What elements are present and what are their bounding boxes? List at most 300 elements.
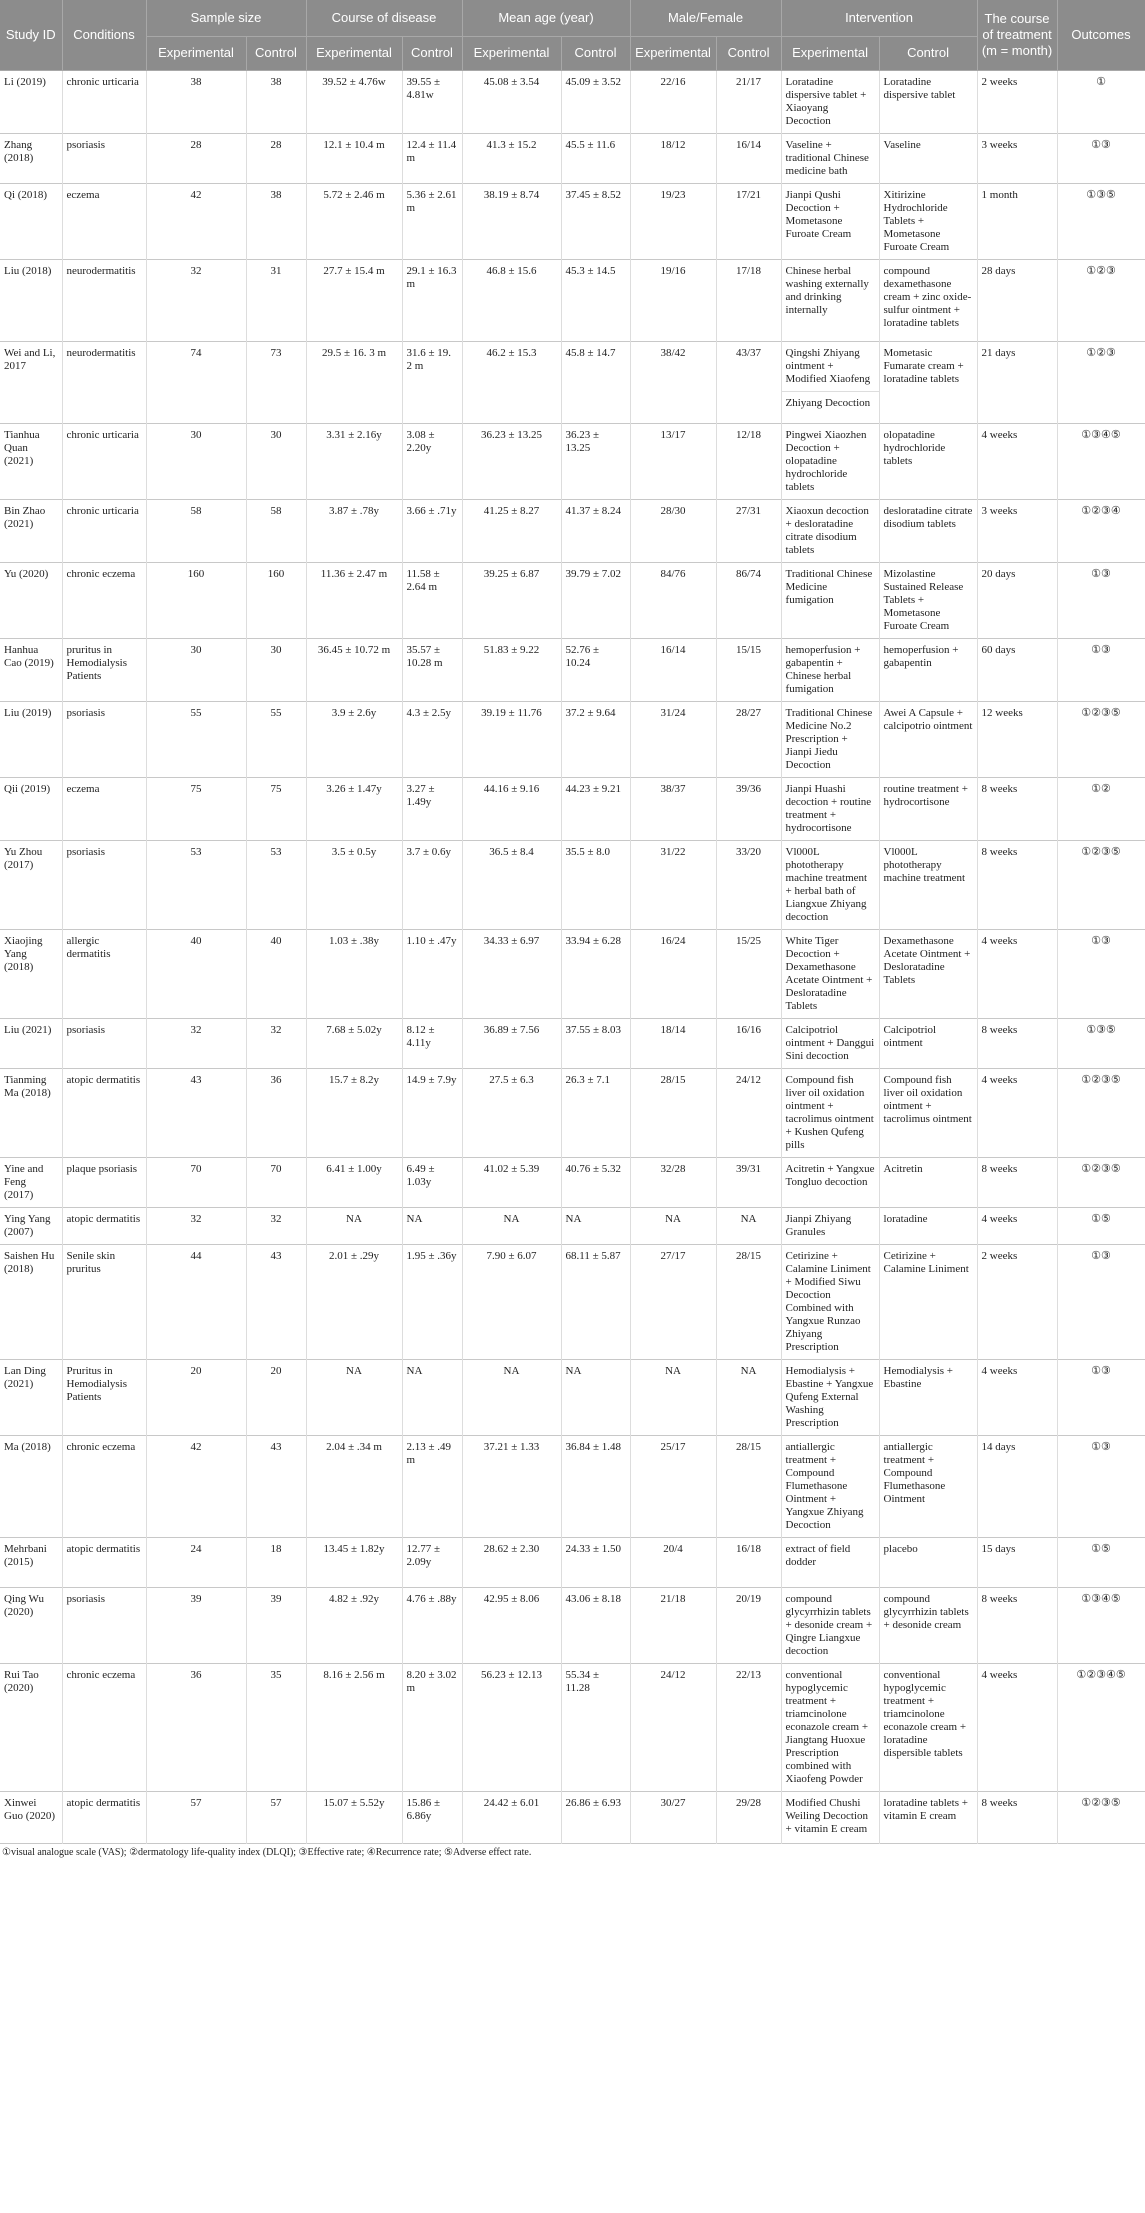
sample-size-experimental-cell: 42 <box>146 183 246 259</box>
header-mean-age: Mean age (year) <box>462 0 630 36</box>
course-experimental-cell: 4.82 ± .92y <box>306 1587 402 1663</box>
sample-size-control-cell: 70 <box>246 1157 306 1207</box>
course-control-cell: 3.66 ± .71y <box>402 499 462 562</box>
intervention-control-cell: Mizolastine Sustained Release Tablets + Mometasone Furoate Cream <box>879 562 977 638</box>
intervention-experimental-cell: Compound fish liver oil oxidation ointment + tacrolimus ointment + Kushen Qufeng pills <box>781 1068 879 1157</box>
sex-experimental-cell: 28/15 <box>630 1068 716 1157</box>
course-control-cell: 4.76 ± .88y <box>402 1587 462 1663</box>
outcomes-cell: ①②③⑤ <box>1057 701 1145 777</box>
sample-size-experimental-cell: 36 <box>146 1663 246 1791</box>
table-row <box>0 341 1145 391</box>
age-experimental-cell: 42.95 ± 8.06 <box>462 1587 561 1663</box>
sample-size-experimental-cell: 32 <box>146 1018 246 1068</box>
table-row <box>0 840 1145 929</box>
sample-size-control-cell: 35 <box>246 1663 306 1791</box>
sample-size-control-cell: 57 <box>246 1791 306 1843</box>
header-sample-size-experimental: Experimental <box>146 36 246 70</box>
sex-control-cell: 28/15 <box>716 1435 781 1537</box>
header-course-control: Control <box>402 36 462 70</box>
sex-experimental-cell: 25/17 <box>630 1435 716 1537</box>
age-experimental-cell: 34.33 ± 6.97 <box>462 929 561 1018</box>
table-row <box>0 777 1145 840</box>
sex-control-cell: 28/15 <box>716 1244 781 1359</box>
sex-control-cell: NA <box>716 1359 781 1435</box>
intervention-control-cell: antiallergic treatment + Compound Flumethasone Ointment <box>879 1435 977 1537</box>
sex-control-cell: 16/14 <box>716 133 781 183</box>
header-sample-size-control: Control <box>246 36 306 70</box>
outcomes-cell: ①③ <box>1057 562 1145 638</box>
intervention-control-cell: Awei A Capsule + calcipotrio ointment <box>879 701 977 777</box>
course-control-cell: 4.3 ± 2.5y <box>402 701 462 777</box>
age-control-cell: 24.33 ± 1.50 <box>561 1537 630 1587</box>
course-control-cell: 3.27 ± 1.49y <box>402 777 462 840</box>
course-control-cell: 15.86 ± 6.86y <box>402 1791 462 1843</box>
course-control-cell: 11.58 ± 2.64 m <box>402 562 462 638</box>
age-experimental-cell: 36.23 ± 13.25 <box>462 423 561 499</box>
course-of-treatment-cell: 8 weeks <box>977 840 1057 929</box>
table-row <box>0 1068 1145 1157</box>
age-control-cell: 43.06 ± 8.18 <box>561 1587 630 1663</box>
age-control-cell: 44.23 ± 9.21 <box>561 777 630 840</box>
course-experimental-cell: 3.31 ± 2.16y <box>306 423 402 499</box>
intervention-experimental-cell: Qingshi Zhiyang ointment + Modified Xiaofeng <box>781 341 879 391</box>
course-experimental-cell: 1.03 ± .38y <box>306 929 402 1018</box>
sex-control-cell: 39/36 <box>716 777 781 840</box>
sample-size-experimental-cell: 32 <box>146 259 246 341</box>
sex-control-cell: 15/15 <box>716 638 781 701</box>
age-experimental-cell: 46.8 ± 15.6 <box>462 259 561 341</box>
course-of-treatment-cell: 8 weeks <box>977 1018 1057 1068</box>
course-experimental-cell: 2.04 ± .34 m <box>306 1435 402 1537</box>
sample-size-control-cell: 38 <box>246 70 306 133</box>
outcomes-cell: ①③ <box>1057 1359 1145 1435</box>
course-control-cell: 39.55 ± 4.81w <box>402 70 462 133</box>
intervention-control-cell: conventional hypoglycemic treatment + triamcinolone econazole cream + loratadine dispersible tablets <box>879 1663 977 1791</box>
sample-size-control-cell: 32 <box>246 1207 306 1244</box>
course-control-cell: 1.10 ± .47y <box>402 929 462 1018</box>
outcomes-cell: ①③ <box>1057 929 1145 1018</box>
age-control-cell: 36.23 ± 13.25 <box>561 423 630 499</box>
condition-cell: psoriasis <box>62 1587 146 1663</box>
table-row <box>0 1663 1145 1791</box>
header-age-control: Control <box>561 36 630 70</box>
header-male-female: Male/Female <box>630 0 781 36</box>
course-of-treatment-cell: 4 weeks <box>977 1068 1057 1157</box>
age-experimental-cell: 39.19 ± 11.76 <box>462 701 561 777</box>
course-control-cell: 2.13 ± .49 m <box>402 1435 462 1537</box>
course-of-treatment-cell: 8 weeks <box>977 1587 1057 1663</box>
sex-experimental-cell: 16/14 <box>630 638 716 701</box>
sex-experimental-cell: 21/18 <box>630 1587 716 1663</box>
course-experimental-cell: 27.7 ± 15.4 m <box>306 259 402 341</box>
course-of-treatment-cell: 8 weeks <box>977 1157 1057 1207</box>
course-of-treatment-cell: 4 weeks <box>977 1359 1057 1435</box>
sample-size-control-cell: 28 <box>246 133 306 183</box>
course-of-treatment-cell: 12 weeks <box>977 701 1057 777</box>
age-control-cell: 37.55 ± 8.03 <box>561 1018 630 1068</box>
course-experimental-cell: 3.9 ± 2.6y <box>306 701 402 777</box>
course-control-cell: 31.6 ± 19. 2 m <box>402 341 462 423</box>
intervention-control-cell: placebo <box>879 1537 977 1587</box>
course-of-treatment-cell: 1 month <box>977 183 1057 259</box>
intervention-experimental-cell: Pingwei Xiaozhen Decoction + olopatadine hydrochloride tablets <box>781 423 879 499</box>
sex-control-cell: 21/17 <box>716 70 781 133</box>
intervention-control-cell: routine treatment + hydrocortisone <box>879 777 977 840</box>
sex-control-cell: NA <box>716 1207 781 1244</box>
age-control-cell: 36.84 ± 1.48 <box>561 1435 630 1537</box>
table-row <box>0 929 1145 1018</box>
outcomes-cell: ①⑤ <box>1057 1537 1145 1587</box>
age-experimental-cell: 28.62 ± 2.30 <box>462 1537 561 1587</box>
course-control-cell: NA <box>402 1359 462 1435</box>
sample-size-experimental-cell: 38 <box>146 70 246 133</box>
outcomes-cell: ①②③ <box>1057 259 1145 341</box>
condition-cell: atopic dermatitis <box>62 1068 146 1157</box>
course-experimental-cell: 8.16 ± 2.56 m <box>306 1663 402 1791</box>
outcomes-cell: ①③ <box>1057 133 1145 183</box>
sex-control-cell: 33/20 <box>716 840 781 929</box>
study-id-cell: Ma (2018) <box>0 1435 62 1537</box>
course-experimental-cell: 39.52 ± 4.76w <box>306 70 402 133</box>
intervention-control-cell: Loratadine dispersive tablet <box>879 70 977 133</box>
intervention-control-cell: compound glycyrrhizin tablets + desonide cream <box>879 1587 977 1663</box>
age-control-cell: 45.09 ± 3.52 <box>561 70 630 133</box>
age-experimental-cell: 41.02 ± 5.39 <box>462 1157 561 1207</box>
outcomes-cell: ①③④⑤ <box>1057 423 1145 499</box>
intervention-experimental-cell: Hemodialysis + Ebastine + Yangxue Qufeng External Washing Prescription <box>781 1359 879 1435</box>
intervention-experimental-cell: Jianpi Qushi Decoction + Mometasone Furoate Cream <box>781 183 879 259</box>
study-id-cell: Wei and Li, 2017 <box>0 341 62 423</box>
sex-control-cell: 86/74 <box>716 562 781 638</box>
sample-size-experimental-cell: 32 <box>146 1207 246 1244</box>
study-id-cell: Liu (2018) <box>0 259 62 341</box>
intervention-control-cell: Calcipotriol ointment <box>879 1018 977 1068</box>
study-id-cell: Yu (2020) <box>0 562 62 638</box>
sex-control-cell: 22/13 <box>716 1663 781 1791</box>
course-of-treatment-cell: 4 weeks <box>977 929 1057 1018</box>
course-control-cell: 3.08 ± 2.20y <box>402 423 462 499</box>
intervention-experimental-cell: White Tiger Decoction + Dexamethasone Acetate Ointment + Desloratadine Tablets <box>781 929 879 1018</box>
sample-size-control-cell: 39 <box>246 1587 306 1663</box>
outcomes-cell: ①②③⑤ <box>1057 1068 1145 1157</box>
study-id-cell: Hanhua Cao (2019) <box>0 638 62 701</box>
intervention-control-cell: hemoperfusion + gabapentin <box>879 638 977 701</box>
age-control-cell: 45.3 ± 14.5 <box>561 259 630 341</box>
study-id-cell: Mehrbani (2015) <box>0 1537 62 1587</box>
table-footnote: ①visual analogue scale (VAS); ②dermatology life-quality index (DLQI); ③Effective rate; ④Recurrence rate; ⑤Adverse effect rate. <box>0 1843 1145 1862</box>
intervention-control-cell: loratadine tablets + vitamin E cream <box>879 1791 977 1843</box>
outcomes-cell: ①③④⑤ <box>1057 1587 1145 1663</box>
sample-size-experimental-cell: 70 <box>146 1157 246 1207</box>
age-experimental-cell: 46.2 ± 15.3 <box>462 341 561 423</box>
intervention-control-cell: desloratadine citrate disodium tablets <box>879 499 977 562</box>
sample-size-control-cell: 43 <box>246 1435 306 1537</box>
sample-size-experimental-cell: 57 <box>146 1791 246 1843</box>
study-id-cell: Bin Zhao (2021) <box>0 499 62 562</box>
course-of-treatment-cell: 21 days <box>977 341 1057 423</box>
sex-experimental-cell: NA <box>630 1207 716 1244</box>
intervention-experimental-cell: Jianpi Zhiyang Granules <box>781 1207 879 1244</box>
sample-size-control-cell: 30 <box>246 638 306 701</box>
sample-size-experimental-cell: 42 <box>146 1435 246 1537</box>
sex-experimental-cell: 16/24 <box>630 929 716 1018</box>
sample-size-experimental-cell: 75 <box>146 777 246 840</box>
course-control-cell: 8.20 ± 3.02 m <box>402 1663 462 1791</box>
sample-size-experimental-cell: 24 <box>146 1537 246 1587</box>
sample-size-control-cell: 40 <box>246 929 306 1018</box>
table-header <box>0 0 1145 70</box>
course-experimental-cell: 12.1 ± 10.4 m <box>306 133 402 183</box>
table-row <box>0 423 1145 499</box>
sex-experimental-cell: 19/23 <box>630 183 716 259</box>
course-control-cell: 29.1 ± 16.3 m <box>402 259 462 341</box>
sample-size-control-cell: 55 <box>246 701 306 777</box>
outcomes-cell: ①②③④⑤ <box>1057 1663 1145 1791</box>
age-control-cell: 37.2 ± 9.64 <box>561 701 630 777</box>
course-control-cell: 14.9 ± 7.9y <box>402 1068 462 1157</box>
sample-size-experimental-cell: 58 <box>146 499 246 562</box>
sex-experimental-cell: 31/22 <box>630 840 716 929</box>
intervention-control-cell: Xitirizine Hydrochloride Tablets + Mometasone Furoate Cream <box>879 183 977 259</box>
intervention-control-cell: olopatadine hydrochloride tablets <box>879 423 977 499</box>
sex-experimental-cell: 24/12 <box>630 1663 716 1791</box>
course-of-treatment-cell: 14 days <box>977 1435 1057 1537</box>
course-of-treatment-cell: 4 weeks <box>977 1663 1057 1791</box>
intervention-experimental-cell: conventional hypoglycemic treatment + triamcinolone econazole cream + Jiangtang Huoxue Prescription combined with Xiaofeng Powder <box>781 1663 879 1791</box>
age-control-cell: 52.76 ± 10.24 <box>561 638 630 701</box>
course-experimental-cell: 15.07 ± 5.52y <box>306 1791 402 1843</box>
intervention-experimental-cell: antiallergic treatment + Compound Flumethasone Ointment + Yangxue Zhiyang Decoction <box>781 1435 879 1537</box>
intervention-experimental-cell-part: Zhiyang Decoction <box>781 391 879 423</box>
course-control-cell: 3.7 ± 0.6y <box>402 840 462 929</box>
condition-cell: pruritus in Hemodialysis Patients <box>62 638 146 701</box>
course-of-treatment-cell: 2 weeks <box>977 70 1057 133</box>
sex-experimental-cell: NA <box>630 1359 716 1435</box>
header-study-id: Study ID <box>0 0 62 70</box>
age-control-cell: 55.34 ± 11.28 <box>561 1663 630 1791</box>
age-experimental-cell: 44.16 ± 9.16 <box>462 777 561 840</box>
header-sex-experimental: Experimental <box>630 36 716 70</box>
age-control-cell: NA <box>561 1359 630 1435</box>
course-experimental-cell: 36.45 ± 10.72 m <box>306 638 402 701</box>
header-course-of-treatment: The course of treatment (m = month) <box>977 0 1057 70</box>
sex-experimental-cell: 22/16 <box>630 70 716 133</box>
course-experimental-cell: NA <box>306 1359 402 1435</box>
age-experimental-cell: 51.83 ± 9.22 <box>462 638 561 701</box>
condition-cell: psoriasis <box>62 133 146 183</box>
intervention-experimental-cell: Loratadine dispersive tablet + Xiaoyang Decoction <box>781 70 879 133</box>
course-experimental-cell: 7.68 ± 5.02y <box>306 1018 402 1068</box>
sample-size-control-cell: 30 <box>246 423 306 499</box>
table-row <box>0 638 1145 701</box>
table-body <box>0 70 1145 1843</box>
condition-cell: neurodermatitis <box>62 341 146 423</box>
course-experimental-cell: 2.01 ± .29y <box>306 1244 402 1359</box>
age-control-cell: 68.11 ± 5.87 <box>561 1244 630 1359</box>
age-experimental-cell: NA <box>462 1207 561 1244</box>
course-experimental-cell: 13.45 ± 1.82y <box>306 1537 402 1587</box>
header-course-of-disease: Course of disease <box>306 0 462 36</box>
course-experimental-cell: 6.41 ± 1.00y <box>306 1157 402 1207</box>
study-id-cell: Lan Ding (2021) <box>0 1359 62 1435</box>
intervention-control-cell: Vaseline <box>879 133 977 183</box>
outcomes-cell: ①③⑤ <box>1057 1018 1145 1068</box>
age-control-cell: NA <box>561 1207 630 1244</box>
sample-size-control-cell: 36 <box>246 1068 306 1157</box>
sample-size-experimental-cell: 55 <box>146 701 246 777</box>
age-experimental-cell: 24.42 ± 6.01 <box>462 1791 561 1843</box>
outcomes-cell: ①②③④ <box>1057 499 1145 562</box>
course-control-cell: 12.4 ± 11.4 m <box>402 133 462 183</box>
outcomes-cell: ①②③⑤ <box>1057 1157 1145 1207</box>
age-control-cell: 37.45 ± 8.52 <box>561 183 630 259</box>
condition-cell: atopic dermatitis <box>62 1207 146 1244</box>
condition-cell: eczema <box>62 777 146 840</box>
course-of-treatment-cell: 3 weeks <box>977 133 1057 183</box>
age-experimental-cell: 37.21 ± 1.33 <box>462 1435 561 1537</box>
sex-experimental-cell: 32/28 <box>630 1157 716 1207</box>
sample-size-control-cell: 58 <box>246 499 306 562</box>
table-row <box>0 1435 1145 1537</box>
header-course-experimental: Experimental <box>306 36 402 70</box>
age-experimental-cell: 38.19 ± 8.74 <box>462 183 561 259</box>
intervention-experimental-cell: Jianpi Huashi decoction + routine treatment + hydrocortisone <box>781 777 879 840</box>
age-experimental-cell: 45.08 ± 3.54 <box>462 70 561 133</box>
sex-control-cell: 15/25 <box>716 929 781 1018</box>
sex-experimental-cell: 38/37 <box>630 777 716 840</box>
table-row <box>0 259 1145 341</box>
condition-cell: chronic eczema <box>62 1663 146 1791</box>
course-of-treatment-cell: 2 weeks <box>977 1244 1057 1359</box>
age-experimental-cell: 27.5 ± 6.3 <box>462 1068 561 1157</box>
study-id-cell: Qi (2018) <box>0 183 62 259</box>
sample-size-control-cell: 73 <box>246 341 306 423</box>
course-of-treatment-cell: 20 days <box>977 562 1057 638</box>
intervention-experimental-cell: Traditional Chinese Medicine No.2 Prescription + Jianpi Jiedu Decoction <box>781 701 879 777</box>
sex-control-cell: 39/31 <box>716 1157 781 1207</box>
table-row <box>0 1359 1145 1435</box>
sample-size-experimental-cell: 39 <box>146 1587 246 1663</box>
course-of-treatment-cell: 4 weeks <box>977 1207 1057 1244</box>
course-experimental-cell: 11.36 ± 2.47 m <box>306 562 402 638</box>
condition-cell: neurodermatitis <box>62 259 146 341</box>
study-id-cell: Li (2019) <box>0 70 62 133</box>
table-row <box>0 701 1145 777</box>
sex-control-cell: 24/12 <box>716 1068 781 1157</box>
intervention-control-cell: loratadine <box>879 1207 977 1244</box>
condition-cell: atopic dermatitis <box>62 1537 146 1587</box>
table-row <box>0 133 1145 183</box>
condition-cell: eczema <box>62 183 146 259</box>
age-control-cell: 33.94 ± 6.28 <box>561 929 630 1018</box>
course-control-cell: 8.12 ± 4.11y <box>402 1018 462 1068</box>
sex-control-cell: 16/18 <box>716 1537 781 1587</box>
age-control-cell: 45.5 ± 11.6 <box>561 133 630 183</box>
age-experimental-cell: 41.25 ± 8.27 <box>462 499 561 562</box>
table-row <box>0 70 1145 133</box>
course-of-treatment-cell: 4 weeks <box>977 423 1057 499</box>
sex-control-cell: 16/16 <box>716 1018 781 1068</box>
condition-cell: psoriasis <box>62 1018 146 1068</box>
intervention-experimental-cell: Chinese herbal washing externally and drinking internally <box>781 259 879 341</box>
age-experimental-cell: 7.90 ± 6.07 <box>462 1244 561 1359</box>
table-row <box>0 1537 1145 1587</box>
course-control-cell: NA <box>402 1207 462 1244</box>
course-control-cell: 6.49 ± 1.03y <box>402 1157 462 1207</box>
sex-control-cell: 29/28 <box>716 1791 781 1843</box>
course-control-cell: 5.36 ± 2.61 m <box>402 183 462 259</box>
sex-experimental-cell: 30/27 <box>630 1791 716 1843</box>
table-row <box>0 499 1145 562</box>
age-control-cell: 26.3 ± 7.1 <box>561 1068 630 1157</box>
sample-size-control-cell: 31 <box>246 259 306 341</box>
study-id-cell: Yine and Feng (2017) <box>0 1157 62 1207</box>
condition-cell: plaque psoriasis <box>62 1157 146 1207</box>
header-sex-control: Control <box>716 36 781 70</box>
study-id-cell: Liu (2019) <box>0 701 62 777</box>
intervention-experimental-cell: Traditional Chinese Medicine fumigation <box>781 562 879 638</box>
age-experimental-cell: 41.3 ± 15.2 <box>462 133 561 183</box>
sex-control-cell: 20/19 <box>716 1587 781 1663</box>
header-outcomes: Outcomes <box>1057 0 1145 70</box>
sex-experimental-cell: 27/17 <box>630 1244 716 1359</box>
sex-control-cell: 17/21 <box>716 183 781 259</box>
intervention-control-cell: Acitretin <box>879 1157 977 1207</box>
course-experimental-cell: 3.26 ± 1.47y <box>306 777 402 840</box>
outcomes-cell: ①⑤ <box>1057 1207 1145 1244</box>
sex-experimental-cell: 19/16 <box>630 259 716 341</box>
sample-size-experimental-cell: 30 <box>146 638 246 701</box>
intervention-experimental-cell: hemoperfusion + gabapentin + Chinese herbal fumigation <box>781 638 879 701</box>
condition-cell: chronic urticaria <box>62 499 146 562</box>
intervention-experimental-cell: Calcipotriol ointment + Danggui Sini decoction <box>781 1018 879 1068</box>
age-control-cell: 41.37 ± 8.24 <box>561 499 630 562</box>
sample-size-experimental-cell: 30 <box>146 423 246 499</box>
age-control-cell: 26.86 ± 6.93 <box>561 1791 630 1843</box>
course-of-treatment-cell: 28 days <box>977 259 1057 341</box>
sample-size-experimental-cell: 74 <box>146 341 246 423</box>
table-row <box>0 1791 1145 1843</box>
intervention-control-cell: Vl000L phototherapy machine treatment <box>879 840 977 929</box>
age-experimental-cell: 56.23 ± 12.13 <box>462 1663 561 1791</box>
age-control-cell: 40.76 ± 5.32 <box>561 1157 630 1207</box>
course-control-cell: 1.95 ± .36y <box>402 1244 462 1359</box>
table-row <box>0 1018 1145 1068</box>
intervention-experimental-cell: compound glycyrrhizin tablets + desonide cream + Qingre Liangxue decoction <box>781 1587 879 1663</box>
sex-control-cell: 17/18 <box>716 259 781 341</box>
header-intervention-experimental: Experimental <box>781 36 879 70</box>
intervention-control-cell: Cetirizine + Calamine Liniment <box>879 1244 977 1359</box>
sex-control-cell: 27/31 <box>716 499 781 562</box>
outcomes-cell: ①② <box>1057 777 1145 840</box>
sex-experimental-cell: 20/4 <box>630 1537 716 1587</box>
header-intervention-control: Control <box>879 36 977 70</box>
sex-control-cell: 28/27 <box>716 701 781 777</box>
course-of-treatment-cell: 8 weeks <box>977 777 1057 840</box>
course-of-treatment-cell: 8 weeks <box>977 1791 1057 1843</box>
intervention-experimental-cell: Cetirizine + Calamine Liniment + Modified Siwu Decoction Combined with Yangxue Runzao Zhiyang Prescription <box>781 1244 879 1359</box>
intervention-control-cell: Compound fish liver oil oxidation ointment + tacrolimus ointment <box>879 1068 977 1157</box>
sample-size-control-cell: 32 <box>246 1018 306 1068</box>
intervention-experimental-cell: extract of field dodder <box>781 1537 879 1587</box>
sample-size-control-cell: 53 <box>246 840 306 929</box>
study-id-cell: Qing Wu (2020) <box>0 1587 62 1663</box>
table-row <box>0 183 1145 259</box>
course-of-treatment-cell: 15 days <box>977 1537 1057 1587</box>
outcomes-cell: ①②③⑤ <box>1057 1791 1145 1843</box>
course-experimental-cell: NA <box>306 1207 402 1244</box>
study-id-cell: Zhang (2018) <box>0 133 62 183</box>
